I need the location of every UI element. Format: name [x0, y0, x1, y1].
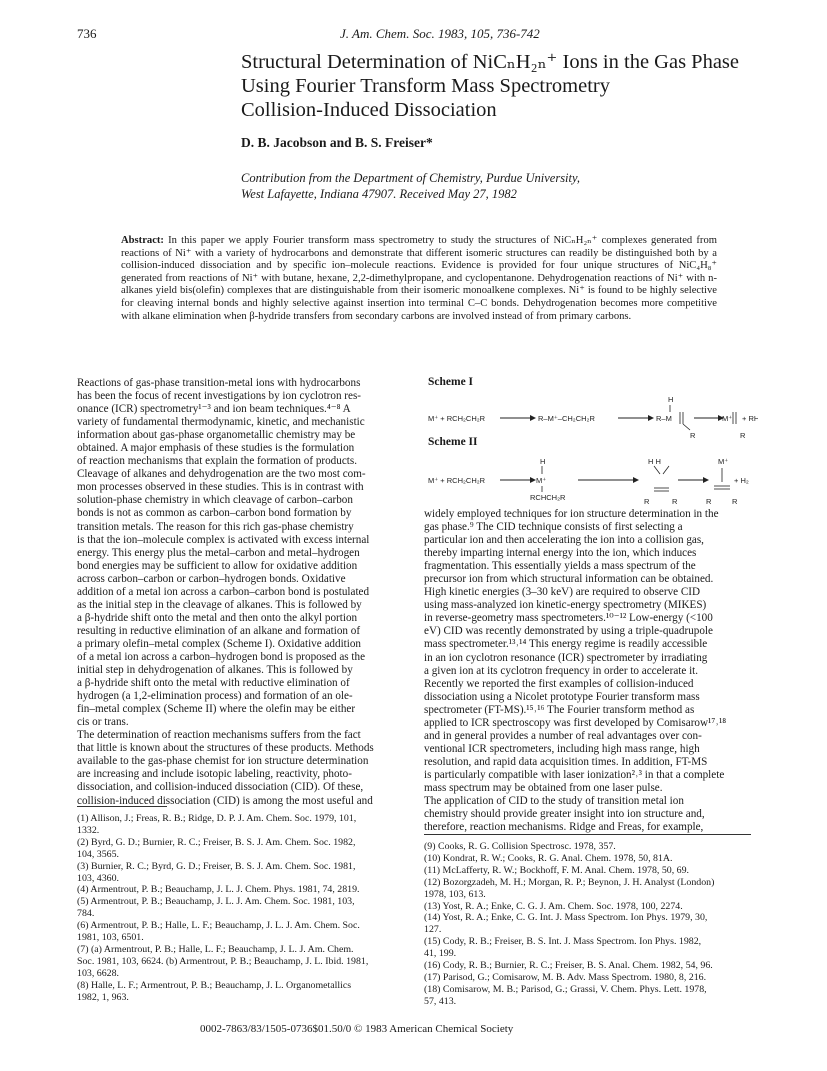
body-text-line: mass spectrometer.¹³˒¹⁴ This energy regime is readily accessible	[424, 638, 708, 651]
footnote-line: (5) Armentrout, P. B.; Beauchamp, J. L. J. Am. Chem. Soc. 1981, 103,	[77, 896, 355, 908]
body-text-line: and in general provides a number of real advantages over con-	[424, 729, 702, 742]
scheme-1-r2: R	[740, 431, 746, 440]
body-text-line: is particularly compatible with laser ionization²˒³ in that a complete	[424, 768, 725, 781]
arrowhead	[648, 415, 654, 421]
scheme-2-r-right: R	[672, 497, 678, 506]
footnote-line: (6) Armentrout, P. B.; Halle, L. F.; Beauchamp, J. L. J. Am. Chem. Soc.	[77, 920, 360, 932]
body-text-line: energy. This energy plus the metal–carbon and metal–hydrogen	[77, 546, 360, 559]
scheme-1-intermediate: R–M⁺–CH₂CH₂R	[538, 414, 595, 423]
page-number: 736	[77, 26, 97, 41]
body-text-line: eV) CID was recently demonstrated by using a triple-quadrupole	[424, 625, 713, 638]
body-text-line: Reactions of gas-phase transition-metal ions with hydrocarbons	[77, 377, 361, 389]
arrowhead	[703, 477, 709, 483]
footnote-line: 104, 3565.	[77, 848, 119, 860]
body-text-line: a primary olefin–metal complex (Scheme I). Oxidative addition	[77, 637, 361, 650]
footnote-line: 41, 199.	[424, 948, 457, 960]
footnote-line: (17) Parisod, G.; Comisarow, M. B. Adv. Mass Spectrom. 1980, 8, 216.	[424, 971, 707, 983]
body-text-line: is that the ion–molecule complex is activated with excess internal	[77, 533, 370, 546]
footnote-line: (12) Bozorgzadeh, M. H.; Morgan, R. P.; Beynon, J. H. Analyst (London)	[424, 876, 715, 888]
footnotes-left	[77, 813, 402, 1004]
footnote-line: (16) Cody, R. B.; Burnier, R. C.; Freiser, B. S. Anal. Chem. 1982, 54, 96.	[424, 960, 713, 972]
body-text-line: collision-induced dissociation (CID) is among the most useful and	[77, 794, 373, 807]
scheme-2-metal-product: M⁺	[718, 457, 729, 466]
body-text-line: High kinetic energies (3–30 keV) are required to observe CID	[424, 586, 701, 599]
footnote-line: (3) Burnier, R. C.; Byrd, G. D.; Freiser, B. S. J. Am. Chem. Soc. 1981,	[77, 860, 356, 872]
body-text-line: widely employed techniques for ion structure determination in the	[424, 508, 719, 520]
scheme-1-metal-right: M⁺	[722, 414, 733, 423]
body-text-line: variety of fundamental thermodynamic, kinetic, and mechanistic	[77, 416, 365, 429]
left-column	[77, 377, 402, 808]
scheme-2-reactant: M⁺ + RCH₂CH₂R	[428, 476, 486, 485]
body-text-line: chemistry should provide greater insight into ion structure and,	[424, 808, 705, 821]
arrowhead	[530, 415, 536, 421]
body-text-line: mon processes observed in these studies. This is in contrast with	[77, 481, 364, 494]
body-text-line: therefore, reaction mechanisms. Ridge and Freas, for example,	[424, 821, 704, 834]
affiliation-line: Contribution from the Department of Chemistry, Purdue University,	[241, 171, 580, 185]
body-text-line: transition metals. The reason for this rich gas-phase chemistry	[77, 520, 354, 533]
scheme-2-plus-h2: + H₂	[734, 476, 749, 485]
body-text-line: available to the gas-phase chemist for ion structure determination	[77, 755, 369, 768]
body-text-line: thereby imparting internal energy into the ion, which induces	[424, 547, 697, 560]
body-text-line: resulting in reductive elimination of an alkane and formation of	[77, 624, 361, 637]
footnote-line: (1) Allison, J.; Freas, R. B.; Ridge, D. P. J. Am. Chem. Soc. 1979, 101,	[77, 813, 357, 824]
scheme-2-label: Scheme II	[428, 436, 478, 448]
body-text-line: fragmentation. This essentially yields a mass spectrum of the	[424, 560, 696, 573]
scheme-2-r-right2: R	[732, 497, 738, 506]
title-line: Using Fourier Transform Mass Spectrometry	[241, 75, 610, 97]
footnote-line: 1981, 103, 6501.	[77, 932, 144, 944]
body-text-line: has been the focus of recent investigations by ion cyclotron res-	[77, 390, 361, 403]
footnote-line: (9) Cooks, R. G. Collision Spectrosc. 1978, 357.	[424, 841, 616, 852]
body-text-line: fin–metal complex (Scheme II) where the olefin may be either	[77, 703, 356, 716]
body-text-line: of reaction mechanisms that explain the formation of products.	[77, 455, 357, 468]
footnote-line: (15) Cody, R. B.; Freiser, B. S. Int. J. Mass Spectrom. Ion Phys. 1982,	[424, 936, 702, 948]
body-text-line: bonds is not as common as carbon–carbon bond formation by	[77, 507, 352, 520]
body-text-line: gas phase.⁹ The CID technique consists of first selecting a	[424, 521, 683, 534]
body-text-line: mass spectrum may be obtained from one laser pulse.	[424, 781, 663, 794]
body-text-line: Recently we reported the first examples of collision-induced	[424, 677, 694, 690]
scheme-2-rchch2r: RCHCH₂R	[530, 493, 566, 502]
footnote-line: 784.	[77, 908, 95, 920]
scheme-2	[428, 436, 758, 515]
copyright-footer: 0002-7863/83/1505-0736$01.50/0 © 1983 American Chemical Society	[200, 1023, 514, 1035]
abstract-label: Abstract:	[121, 235, 164, 246]
scheme-1-metal-left: R–M	[656, 414, 672, 423]
footnote-line: (18) Comisarow, M. B.; Parisod, G.; Grassi, V. Chem. Phys. Lett. 1978,	[424, 983, 707, 995]
body-text-line: initial step in dehydrogenation of alkanes. This is followed by	[77, 664, 353, 677]
body-text-line: a β-hydride shift onto the metal with reductive elimination of	[77, 677, 350, 690]
abstract	[121, 235, 717, 323]
body-text-line: of a metal ion across a carbon–hydrogen bond is proposed as the	[77, 650, 366, 663]
body-text-line: cis or trans.	[77, 716, 129, 729]
title-line: Structural Determination of NiCₙH₂ₙ⁺ Ions in the Gas Phase	[241, 51, 740, 73]
body-text-line: onance (ICR) spectrometry¹⁻³ and ion beam techniques.⁴⁻⁸ A	[77, 403, 351, 416]
body-text-line: ventional ICR spectrometers, including high mass range, high	[424, 742, 700, 755]
footnote-line: (10) Kondrat, R. W.; Cooks, R. G. Anal. Chem. 1978, 50, 81A.	[424, 852, 673, 864]
footnote-line: 1332.	[77, 824, 100, 836]
scheme-1-product-extra: + RH	[742, 414, 758, 423]
footnote-line: 103, 4360.	[77, 872, 119, 884]
scheme-2-r-left2: R	[706, 497, 712, 506]
right-column	[424, 508, 751, 834]
scheme-2-h: H	[540, 457, 546, 466]
article-title	[241, 50, 761, 122]
body-text-line: precursor ion from which structural information can be obtained.	[424, 573, 714, 586]
journal-citation	[340, 26, 540, 42]
body-text-line: Cleavage of alkanes and dehydrogenation are the two most com-	[77, 468, 366, 481]
scheme-1-h: H	[668, 395, 674, 404]
body-text-line: solution-phase chemistry in which cleavage of carbon–carbon	[77, 494, 353, 507]
body-text-line: that little is known about the structures of these products. Methods	[77, 742, 374, 755]
body-text-line: The determination of reaction mechanisms suffers from the fact	[77, 729, 361, 742]
footnote-rule	[77, 806, 167, 807]
scheme-2-diagram	[428, 448, 758, 510]
footnote-line: (13) Yost, R. A.; Enke, C. G. J. Am. Chem. Soc. 1978, 100, 2274.	[424, 900, 683, 912]
body-text-line: particular ion and then accelerating the ion into a collision gas,	[424, 534, 704, 547]
affiliation	[241, 170, 580, 202]
footnote-line: (7) (a) Armentrout, P. B.; Halle, L. F.; Beauchamp, J. L. J. Am. Chem.	[77, 943, 354, 955]
body-text-line: are increasing and include isotopic labeling, reactivity, photo-	[77, 768, 352, 781]
footnote-line: 127.	[424, 924, 442, 936]
title-line: Collision-Induced Dissociation	[241, 99, 497, 121]
body-text-line: as the initial step in the cleavage of alkanes. This is followed by	[77, 598, 362, 611]
footnote-line: Soc. 1981, 103, 6624. (b) Armentrout, P. B.; Beauchamp, J. L. Ibid. 1981,	[77, 955, 369, 967]
footnote-line: 1982, 1, 963.	[77, 991, 129, 1003]
scheme-1-reactant: M⁺ + RCH₂CH₂R	[428, 414, 486, 423]
footnote-rule	[424, 834, 751, 835]
body-text-line: a β-hydride shift onto the metal and then onto the alkyl portion	[77, 611, 358, 624]
footnote-line: (8) Halle, L. F.; Armentrout, P. B.; Beauchamp, J. L. Organometallics	[77, 979, 352, 991]
body-text-line: bond energies may be sufficient to allow for oxidative addition	[77, 559, 358, 572]
body-text-line: addition of a metal ion across a carbon–carbon bond is postulated	[77, 585, 370, 598]
footnote-line: (11) McLafferty, R. W.; Bockhoff, F. M. Anal. Chem. 1978, 50, 69.	[424, 864, 689, 876]
arrowhead	[633, 477, 639, 483]
body-text-line: information about gas-phase organometallic chemistry may be	[77, 429, 356, 442]
body-text-line: in an ion cyclotron resonance (ICR) spectrometer by irradiating	[424, 651, 708, 664]
footnotes-right	[424, 841, 751, 1008]
footnote-line: (2) Byrd, G. D.; Burnier, R. C.; Freiser, B. S. J. Am. Chem. Soc. 1982,	[77, 836, 356, 848]
body-text-line: using mass-analyzed ion kinetic-energy spectrometry (MIKES)	[424, 599, 707, 612]
body-text-line: in reverse-geometry mass spectrometers.¹⁰⁻¹² Low-energy (<100	[424, 612, 713, 625]
journal-citation-text: J. Am. Chem. Soc. 1983, 105, 736-742	[340, 26, 540, 41]
body-text-line: The application of CID to the study of transition metal ion	[424, 795, 684, 808]
body-text-line: obtained. A major emphasis of these studies is the formulation	[77, 442, 355, 455]
body-text-line: applied to ICR spectroscopy was first developed by Comisarow¹⁷˒¹⁸	[424, 716, 727, 729]
body-text-line: spectrometer (FT-MS).¹⁵˒¹⁶ The Fourier transform method as	[424, 703, 695, 716]
scheme-1-r: R	[690, 431, 696, 440]
scheme-1-label: Scheme I	[428, 376, 474, 388]
body-text-line: hydrogen (a 1,2-elimination process) and formation of an ole-	[77, 690, 353, 703]
body-text-line: across carbon–carbon or carbon–hydrogen bonds. Oxidative	[77, 572, 346, 585]
abstract-text: In this paper we apply Fourier transform mass spectrometry to study the structures of NiCₙH₂ₙ⁺ complexes generated from reactions of Ni⁺ with a variety of hydrocarbons and demonstrate that different isomeric structures can readily be distinguished both by a collision-induced dissociation and by specific ion–molecule reactions. Evidence is provided for four unique structures of NiC₄H₈⁺ generated from reactions of Ni⁺ with butane, hexane, 2,2-dimethylpropane, and cyclopentanone. Dehydrogenation reactions of Ni⁺ with n-alkanes yield bis(olefin) complexes that are distinguishable from their isomeric monoalkene complexes. Ni⁺ is found to be highly selective for cleaving internal bonds and highly selective against insertion into terminal C–C bonds. Dehydrogenation becomes more competitive with alkane elimination when β-hydride transfers from secondary carbons are involved instead of from primary carbons.	[121, 235, 717, 322]
footnote-line: 57, 413.	[424, 995, 457, 1007]
body-text-line: a given ion at its cyclotron frequency in order to accelerate it.	[424, 664, 699, 677]
body-text-line: dissociation using a Nicolet prototype Fourier transform mass	[424, 690, 700, 703]
footnote-line: 103, 6628.	[77, 967, 119, 979]
scheme-2-r-left: R	[644, 497, 650, 506]
footnote-line: (4) Armentrout, P. B.; Beauchamp, J. L. J. Chem. Phys. 1981, 74, 2819.	[77, 884, 360, 896]
affiliation-line: West Lafayette, Indiana 47907. Received May 27, 1982	[241, 187, 517, 201]
scheme-2-metal: M⁺	[536, 476, 547, 485]
body-text-line: resolution, and rapid data acquisition times. In addition, FT-MS	[424, 755, 708, 768]
footnote-line: 1978, 103, 613.	[424, 888, 486, 900]
body-text-line: dissociation, and collision-induced dissociation (CID). Of these,	[77, 781, 364, 794]
footnote-line: (14) Yost, R. A.; Enke, C. G. Int. J. Mass Spectrom. Ion Phys. 1979, 30,	[424, 912, 708, 924]
authors: D. B. Jacobson and B. S. Freiser*	[241, 135, 433, 150]
scheme-2-hh: H H	[648, 457, 661, 466]
